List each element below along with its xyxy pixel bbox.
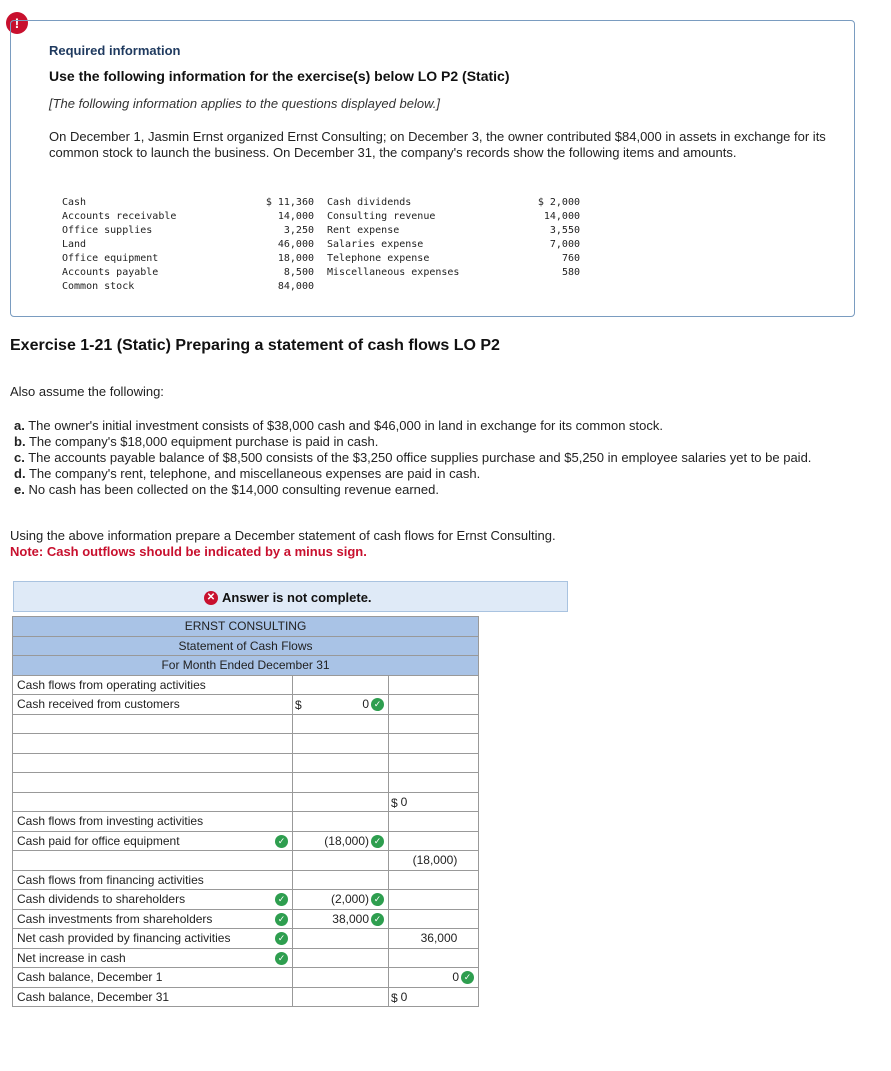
cash-received-input[interactable]: $ 0 ✓ (293, 695, 389, 715)
account-name: Common stock (62, 281, 135, 292)
account-name: Consulting revenue (327, 211, 436, 222)
operating-total-label-input[interactable] (13, 792, 293, 812)
account-name: Office supplies (62, 225, 153, 236)
dividends-label[interactable]: Cash dividends to shareholders ✓ (13, 890, 293, 910)
account-name: Land (62, 239, 87, 250)
check-icon: ✓ (461, 971, 474, 984)
account-name: Rent expense (327, 225, 400, 236)
also-assume: Also assume the following: (10, 384, 164, 399)
investing-total-label-input[interactable] (13, 851, 293, 871)
account-name: Telephone expense (327, 253, 430, 264)
statement-title: Statement of Cash Flows (13, 636, 479, 656)
account-name: Cash dividends (327, 197, 412, 208)
investing-total-input[interactable]: (18,000) (389, 851, 479, 871)
check-icon: ✓ (275, 913, 288, 926)
company-name: ERNST CONSULTING (13, 617, 479, 637)
net-financing-input[interactable]: 36,000 (389, 929, 479, 949)
account-amount: $ 11,360 (265, 197, 314, 208)
blank-label-input[interactable] (13, 734, 293, 754)
list-item: d. The company's rent, telephone, and miscellaneous expenses are paid in cash. (14, 466, 481, 481)
ending-balance-input[interactable]: $ 0 (389, 987, 479, 1007)
account-amount: 7,000 (549, 239, 580, 250)
account-name: Miscellaneous expenses (327, 267, 460, 278)
dividends-input[interactable]: (2,000) ✓ (293, 890, 389, 910)
info-paragraph: On December 1, Jasmin Ernst organized Ernst Consulting; on December 3, the owner contributed $84,000 in assets in exchange for its common stock to launch the business. On December 31, the company's records show the following items and amounts. (49, 129, 826, 160)
account-amount: 18,000 (277, 253, 314, 264)
account-amount: 46,000 (277, 239, 314, 250)
account-amount: 760 (561, 253, 580, 264)
operating-total-input[interactable]: $ 0 (389, 792, 479, 812)
equipment-input[interactable]: (18,000) ✓ (293, 831, 389, 851)
list-item: a. The owner's initial investment consists of $38,000 cash and $46,000 in land in exchange for its common stock. (14, 418, 664, 433)
net-increase-label[interactable]: Net increase in cash ✓ (13, 948, 293, 968)
check-icon: ✓ (371, 913, 384, 926)
blank-label-input[interactable] (13, 714, 293, 734)
list-item: e. No cash has been collected on the $14,000 consulting revenue earned. (14, 482, 439, 497)
account-name: Accounts receivable (62, 211, 177, 222)
check-icon: ✓ (275, 952, 288, 965)
account-amount: 3,550 (549, 225, 580, 236)
operating-heading[interactable]: Cash flows from operating activities (13, 675, 293, 695)
account-name: Salaries expense (327, 239, 424, 250)
blank-label-input[interactable] (13, 773, 293, 793)
applies-note: [The following information applies to the questions displayed below.] (49, 96, 440, 111)
account-amount: 8,500 (283, 267, 314, 278)
accounts-left-names (62, 196, 176, 294)
account-amount: 84,000 (277, 281, 314, 292)
check-icon: ✓ (371, 698, 384, 711)
cash-flow-statement (12, 616, 479, 1007)
cash-received-label[interactable]: Cash received from customers (13, 695, 293, 715)
accounts-left-amounts (250, 196, 314, 294)
net-financing-label[interactable]: Net cash provided by financing activities ✓ (13, 929, 293, 949)
blank-amount-input[interactable] (293, 734, 389, 754)
beginning-balance-label[interactable]: Cash balance, December 1 (13, 968, 293, 988)
error-icon: ✕ (204, 591, 218, 605)
blank-amount-input[interactable] (293, 714, 389, 734)
list-item: c. The accounts payable balance of $8,500 consists of the $3,250 office supplies purchase and $5,250 in employee salaries yet to be paid. (14, 450, 812, 465)
answer-status-banner (13, 581, 568, 612)
check-icon: ✓ (275, 893, 288, 906)
investments-input[interactable]: 38,000 ✓ (293, 909, 389, 929)
required-info-label: Required information (49, 43, 181, 58)
net-increase-input[interactable] (389, 948, 479, 968)
account-amount: 14,000 (543, 211, 580, 222)
check-icon: ✓ (275, 835, 288, 848)
exercise-title: Exercise 1-21 (Static) Preparing a statement of cash flows LO P2 (10, 337, 500, 354)
instruction: Using the above information prepare a December statement of cash flows for Ernst Consulting. (10, 528, 556, 543)
check-icon: ✓ (371, 835, 384, 848)
blank-label-input[interactable] (13, 753, 293, 773)
account-amount: 3,250 (283, 225, 314, 236)
investments-label[interactable]: Cash investments from shareholders ✓ (13, 909, 293, 929)
account-name: Cash (62, 197, 87, 208)
equipment-label[interactable]: Cash paid for office equipment ✓ (13, 831, 293, 851)
accounts-right-amounts (520, 196, 580, 280)
statement-period: For Month Ended December 31 (13, 656, 479, 676)
assumptions-list (14, 418, 849, 498)
note: Note: Cash outflows should be indicated by a minus sign. (10, 544, 367, 559)
check-icon: ✓ (275, 932, 288, 945)
check-icon: ✓ (371, 893, 384, 906)
ending-balance-label[interactable]: Cash balance, December 31 (13, 987, 293, 1007)
alert-icon: ! (6, 12, 28, 34)
account-amount: 580 (561, 267, 580, 278)
blank-amount-input[interactable] (293, 753, 389, 773)
answer-status-text: Answer is not complete. (222, 590, 372, 605)
account-amount: $ 2,000 (537, 197, 580, 208)
financing-heading[interactable]: Cash flows from financing activities (13, 870, 293, 890)
beginning-balance-input[interactable]: 0 ✓ (389, 968, 479, 988)
account-amount: 14,000 (277, 211, 314, 222)
account-name: Accounts payable (62, 267, 159, 278)
blank-amount-input[interactable] (293, 773, 389, 793)
list-item: b. The company's $18,000 equipment purchase is paid in cash. (14, 434, 379, 449)
account-name: Office equipment (62, 253, 159, 264)
investing-heading[interactable]: Cash flows from investing activities (13, 812, 293, 832)
use-info-heading: Use the following information for the exercise(s) below LO P2 (Static) (49, 68, 510, 84)
accounts-right-names (327, 196, 459, 280)
